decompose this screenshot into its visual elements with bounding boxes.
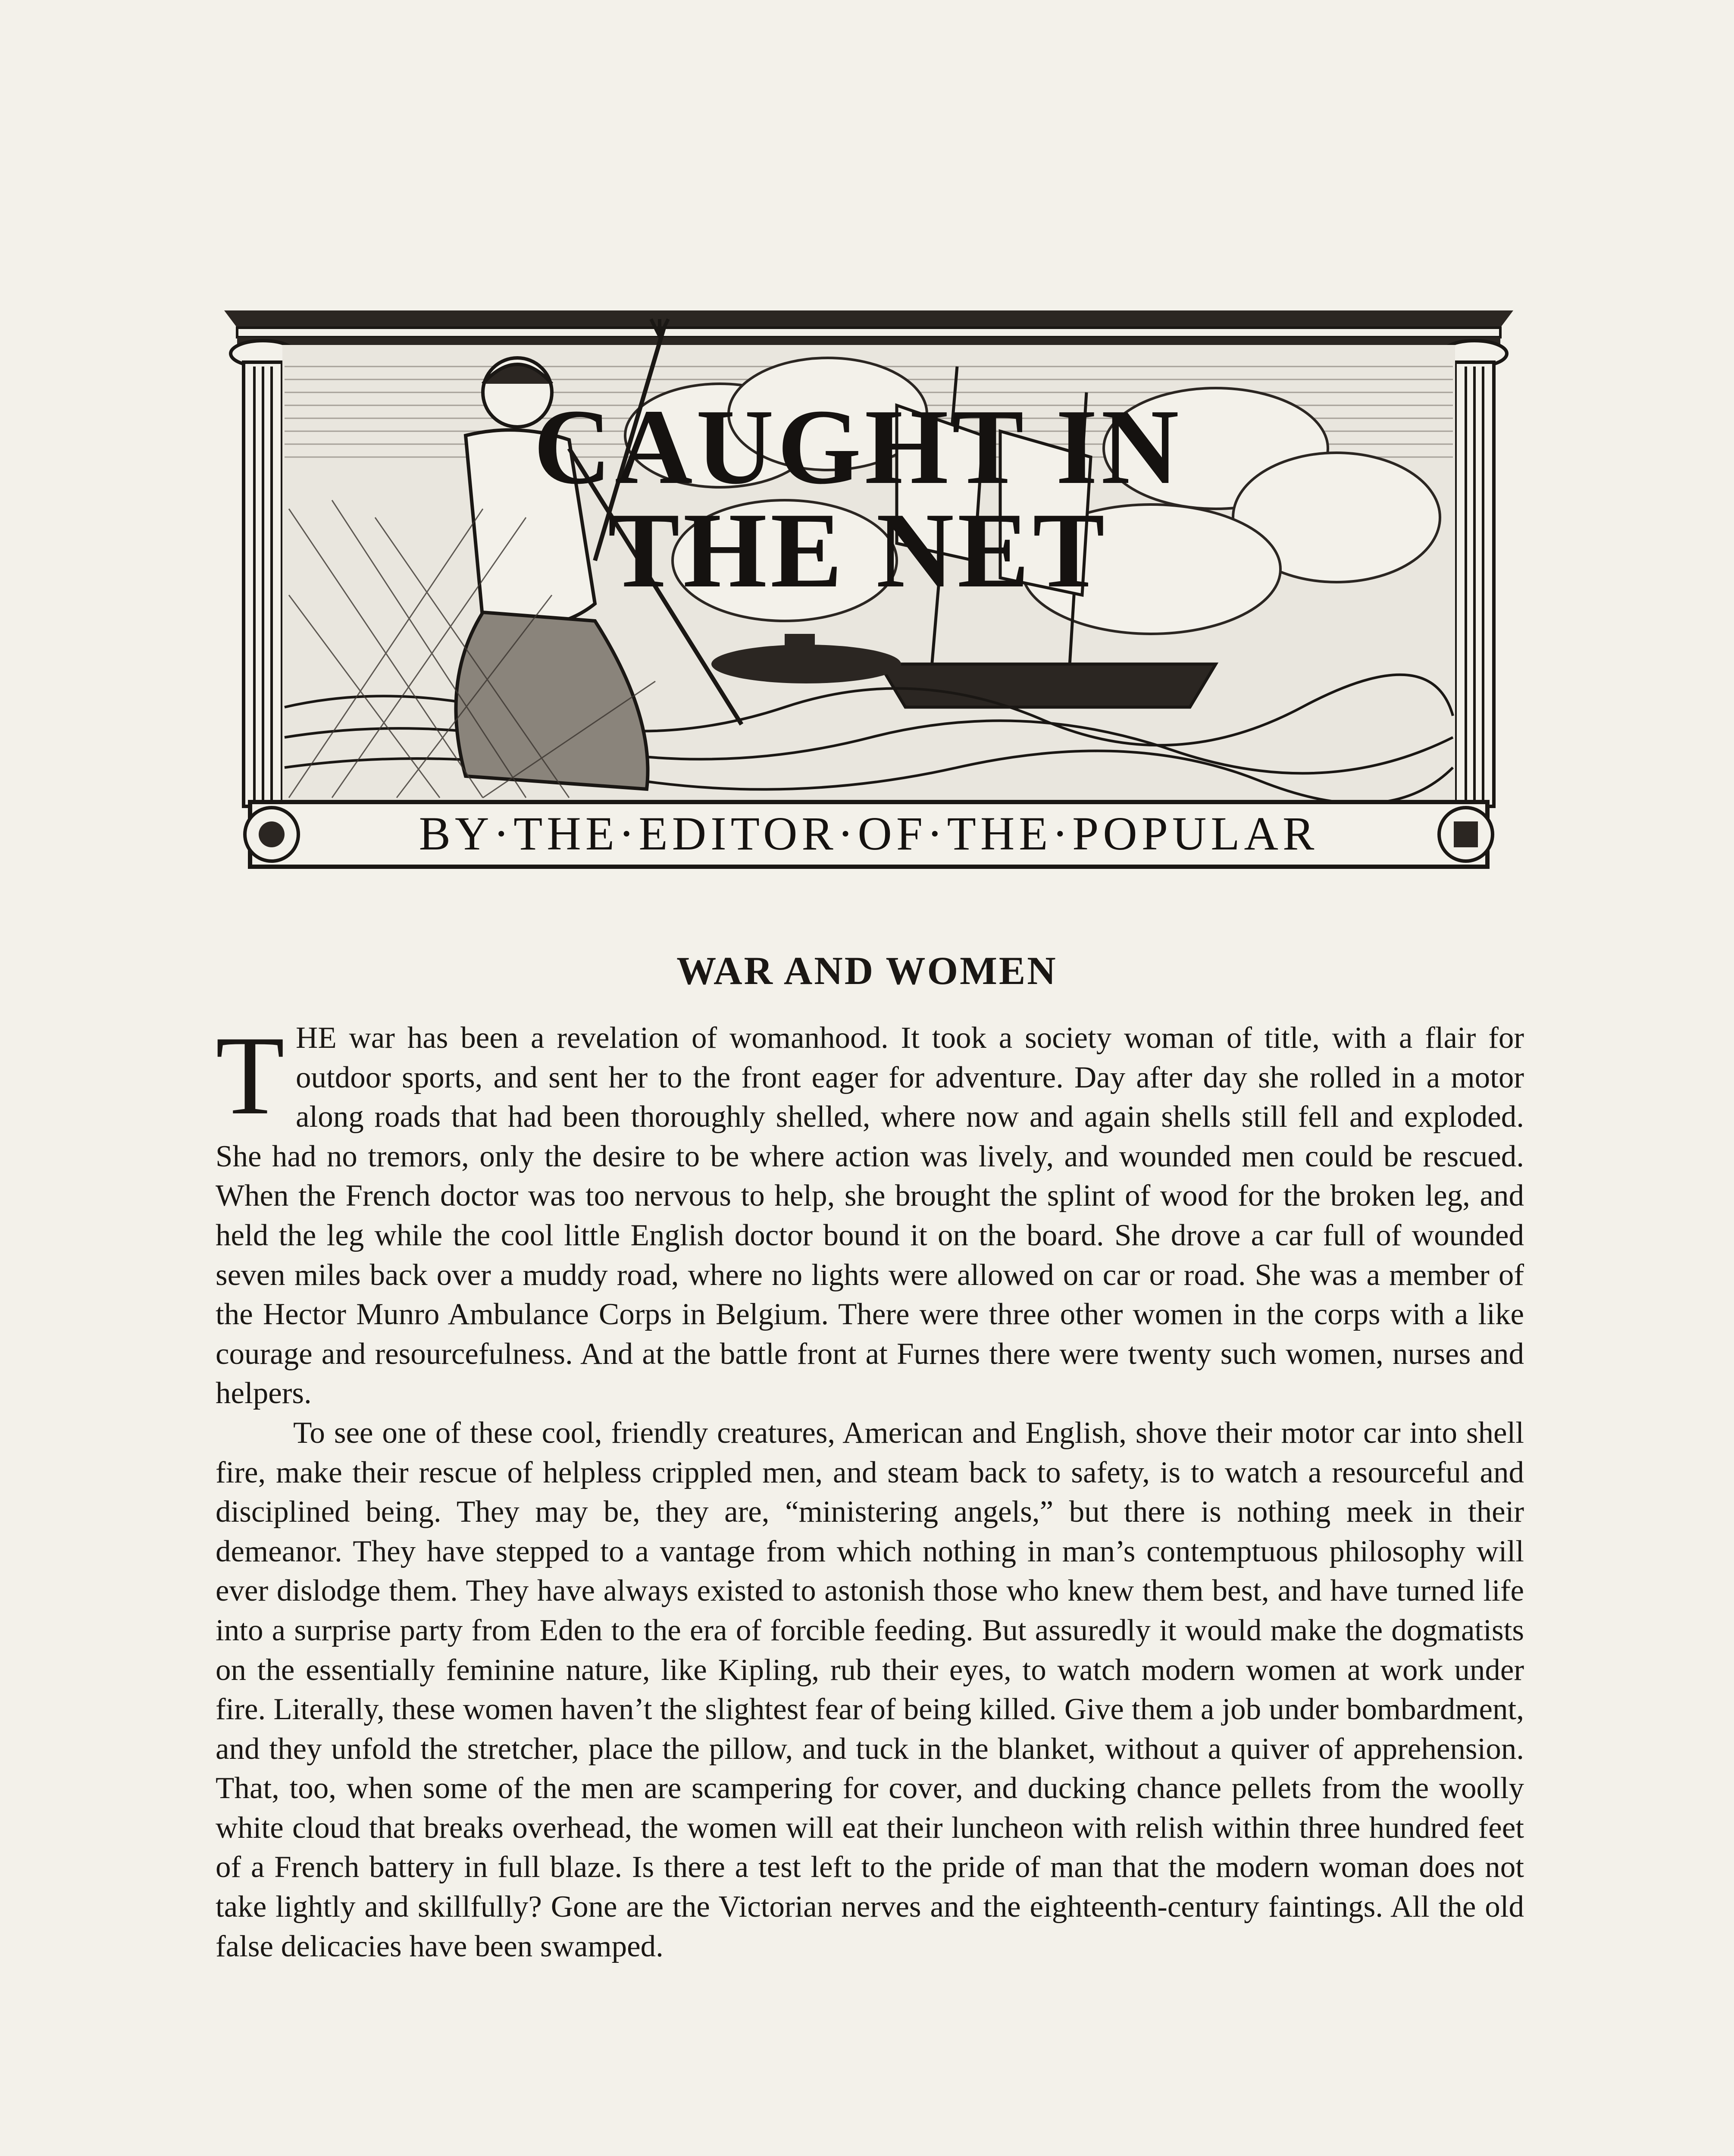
header-title-line-1: CAUGHT IN	[533, 387, 1183, 507]
paragraph-1-text: HE war has been a revelation of womanhood. It took a society woman of title, with a flair for outdoor sports, and sent her to the front eager for adventure. Day after day she rolled in a motor along roads that had been thoroughly shelled, where now and again shells still fell and exploded. She had no tremors, only the desire to be where action was lively, and wounded men could be rescued. When the French doctor was too nervous to help, she brought the splint of wood for the broken leg, and held the leg while the cool little English doctor bound it on the board. She drove a car full of wounded seven miles back over a muddy road, where no lights were allowed on car or road. She was a member of the Hector Munro Ambulance Corps in Belgium. There were three other women in the corps with a like courage and resourcefulness. And at the battle front at Furnes there were twenty such women, nurses and helpers.	[216, 1021, 1524, 1410]
header-illustration	[224, 293, 1513, 880]
article-paragraph	[216, 1013, 1524, 1413]
article-paragraph: To see one of these cool, friendly creatures, American and English, shove their motor car into shell fire, make their rescue of helpless crippled men, and steam back to safety, is to watch a resourceful and disciplined being. They may be, they are, “ministering angels,” but there is nothing meek in their demeanor. They have stepped to a vantage from which nothing in man’s contemptuous philosophy will ever dislodge them. They have always existed to astonish those who knew them best, and have turned life into a surprise party from Eden to the era of forcible feeding. But assuredly it would make the dogmatists on the essentially feminine nature, like Kipling, rub their eyes, to watch modern women at work under fire. Literally, these women haven’t the slightest fear of being killed. Give them a job under bombardment, and they unfold the stretcher, place the pillow, and tuck in the blanket, without a quiver of apprehension. That, too, when some of the men are scampering for cover, and ducking chance pellets from the woolly white cloud that breaks overhead, the women will eat their luncheon with relish within three hundred feet of a French battery in full blaze. Is there a test left to the pride of man that the modern woman does not take lightly and skillfully? Gone are the Victorian nerves and the eighteenth-century faintings. All the old false delicacies have been swamped.	[216, 1416, 1524, 1963]
byline: BY·THE·EDITOR·OF·THE·POPULAR	[419, 807, 1319, 860]
drop-cap: T	[216, 1013, 285, 1138]
article-body	[216, 1013, 1524, 1966]
header-title-line-2: THE NET	[607, 491, 1108, 610]
byline-banner	[245, 802, 1493, 867]
article-heading: WAR AND WOMEN	[676, 949, 1058, 993]
cornice-ornament	[224, 310, 1513, 345]
